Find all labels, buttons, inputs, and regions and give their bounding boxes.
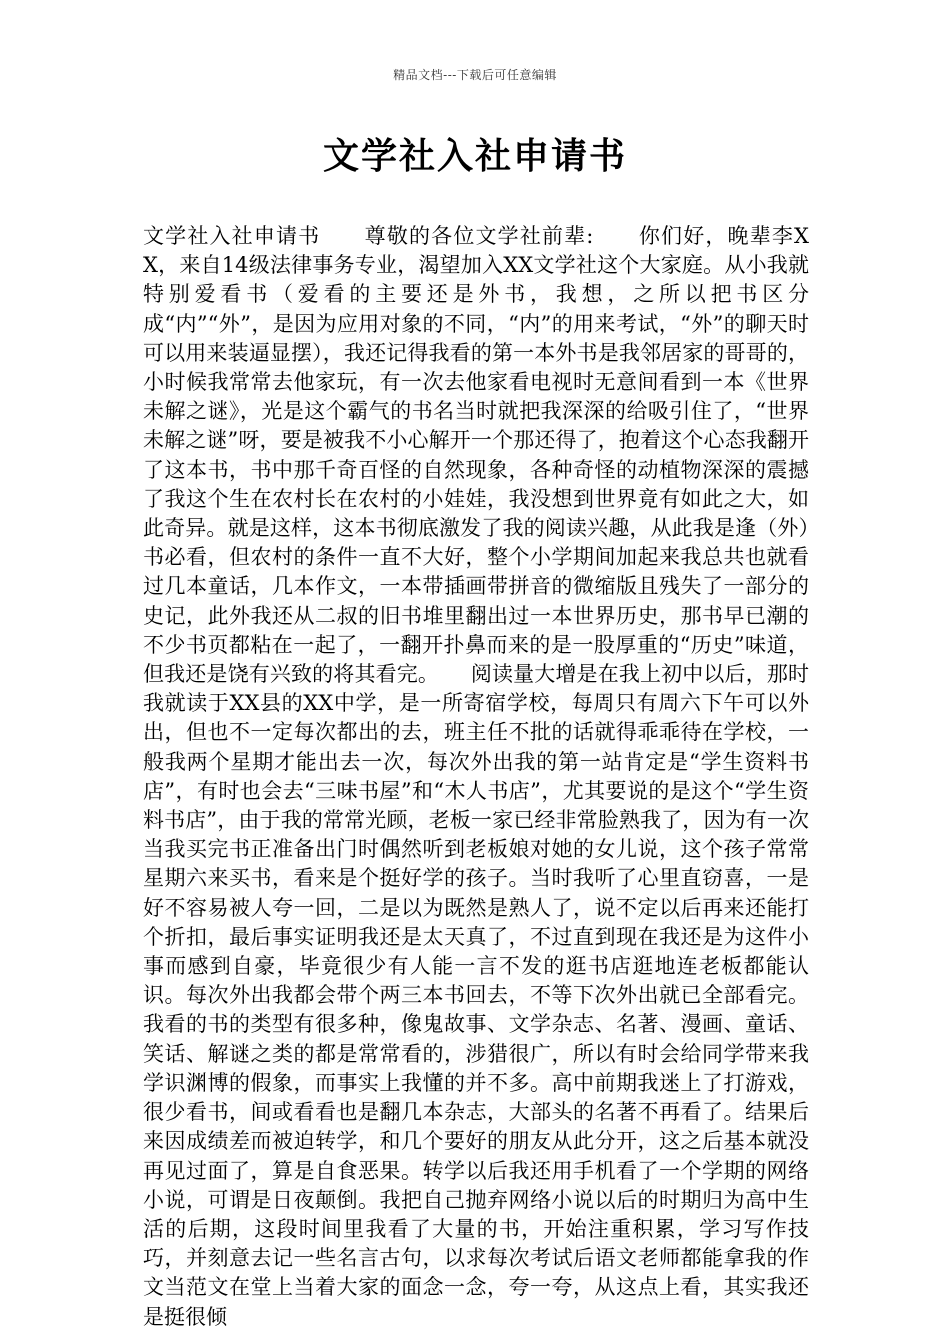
header-note: 精品文档---下载后可任意编辑 [393, 68, 557, 82]
page-title: 文学社入社申请书 [322, 136, 627, 177]
body-paragraph: 文学社入社申请书 尊敬的各位文学社前辈: 你们好，晚辈李XX，来自14级法律事务专业，渴望加入XX文学社这个大家庭。从小我就特别爱看书（爱看的主要还是外书，我想，之所以把书区分成“内”“外”，是因为应用对象的不同，“内”的用来考试，“外”的聊天时可以用来装逼显摆），我还记得我看的第一本外书是我邻居家的哥哥的，小时候我常常去他家玩，有一次去他家看电视时无意间看到一本《世界未解之谜》，光是这个霸气的书名当时就把我深深的给吸引住了，“世界未解之谜”呀，要是被我不小心解开一个那还得了，抱着这个心态我翻开了这本书，书中那千奇百怪的自然现象，各种奇怪的动植物深深的震撼了我这个生在农村长在农村的小娃娃，我没想到世界竟有如此之大，如此奇异。就是这样，这本书彻底激发了我的阅读兴趣，从此我是逢（外）书必看，但农村的条件一直不大好，整个小学期间加起来我总共也就看过几本童话，几本作文，一本带插画带拼音的微缩版且残失了一部分的史记，此外我还从二叔的旧书堆里翻出过一本世界历史，那书早已潮的不少书页都粘在一起了，一翻开扑鼻而来的是一股厚重的“历史”味道，但我还是饶有兴致的将其看完。 阅读量大增是在我上初中以后，那时我就读于XX县的XX中学，是一所寄宿学校，每周只有周六下午可以外出，但也不一定每次都出的去，班主任不批的话就得乖乖待在学校，一般我两个星期才能出去一次，每次外出我的第一站肯定是“学生资料书店”，有时也会去“三味书屋”和“木人书店”，尤其要说的是这个“学生资料书店”，由于我的常常光顾，老板一家已经非常脸熟我了，因为有一次当我买完书正准备出门时偶然听到老板娘对她的女儿说，这个孩子常常星期六来买书，看来是个挺好学的孩子。当时我听了心里直窃喜，一是好不容易被人夸一回，二是以为既然是熟人了，说不定以后再来还能打个折扣，最后事实证明我还是太天真了，不过直到现在我还是为这件小事而感到自豪，毕竟很少有人能一言不发的逛书店逛地连老板都能认识。每次外出我都会带个两三本书回去，不等下次外出就已全部看完。我看的书的类型有很多种，像鬼故事、文学杂志、名著、漫画、童话、笑话、解谜之类的都是常常看的，涉猎很广，所以有时会给同学带来我学识渊博的假象，而事实上我懂的并不多。高中前期我迷上了打游戏，很少看书，间或看看也是翻几本杂志，大部头的名著不再看了。结果后来因成绩差而被迫转学，和几个要好的朋友从此分开，这之后基本就没再见过面了，算是自食恶果。转学以后我还用手机看了一个学期的网络小说，可谓是日夜颠倒。我把自己抛弃网络小说以后的时期归为高中生活的后期，这段时间里我看了大量的书，开始注重积累，学习写作技巧，并刻意去记一些名言古句，以求每次考试后语文老师都能拿我的作文当范文在堂上当着大家的面念一念，夸一夸，从这点上看，其实我还是挺很倾 [143, 224, 809, 1329]
